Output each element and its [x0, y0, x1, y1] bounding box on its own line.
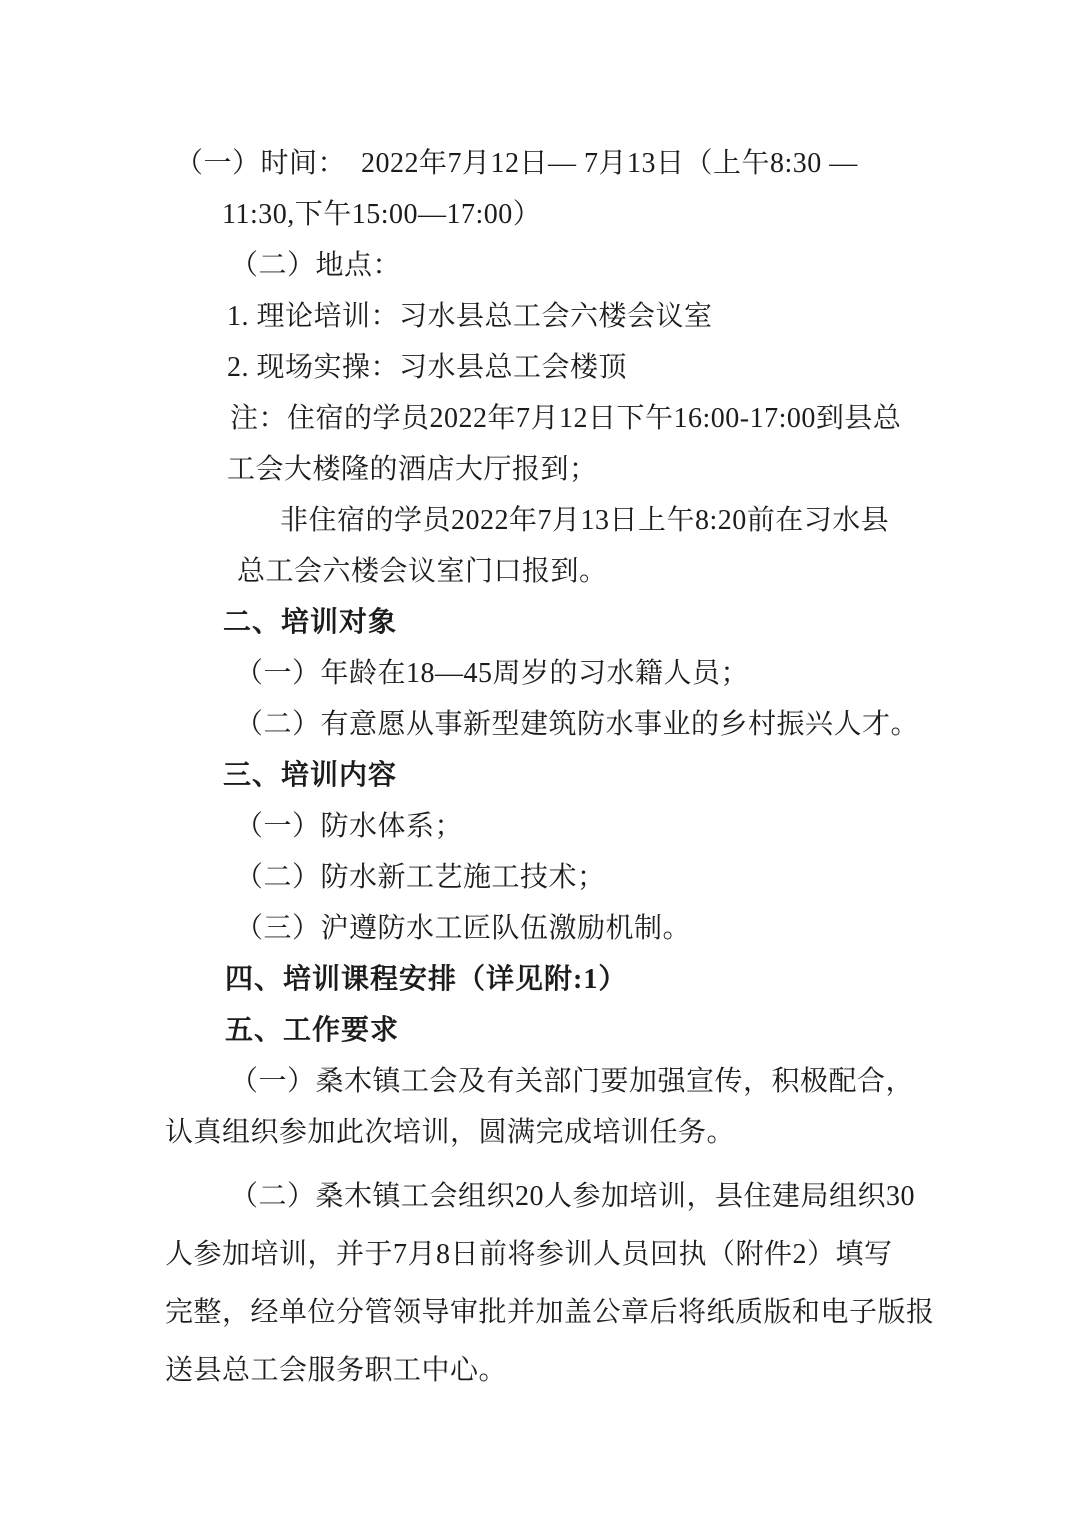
- para-requirement-2-cont2: 完整，经单位分管领导审批并加盖公章后将纸质版和电子版报: [165, 1297, 935, 1328]
- para-location: （二）地点：: [230, 250, 402, 281]
- para-requirement-1-cont: 认真组织参加此次培训，圆满完成培训任务。: [165, 1117, 736, 1148]
- item-waterproof-system: （一）防水体系；: [235, 811, 464, 842]
- para-requirement-2: （二）桑木镇工会组织20人参加培训，县住建局组织30: [230, 1181, 916, 1212]
- note-nonlodging-continuation: 总工会六楼会议室门口报到。: [237, 556, 608, 587]
- item-new-technique: （二）防水新工艺施工技术；: [235, 862, 606, 893]
- list-item-practice-venue: 2. 现场实操：习水县总工会楼顶: [227, 352, 628, 383]
- item-age-requirement: （一）年龄在18—45周岁的习水籍人员；: [235, 658, 750, 689]
- para-requirement-2-cont3: 送县总工会服务职工中心。: [165, 1355, 508, 1386]
- heading-training-content: 三、培训内容: [223, 760, 398, 791]
- para-time-continuation: 11:30,下午15:00—17:00）: [222, 199, 542, 230]
- note-nonlodging-checkin: 非住宿的学员2022年7月13日上午8:20前在习水县: [280, 505, 890, 536]
- item-incentive-mechanism: （三）沪遵防水工匠队伍激励机制。: [235, 913, 692, 944]
- heading-training-target: 二、培训对象: [223, 607, 398, 638]
- heading-work-requirements: 五、工作要求: [225, 1015, 400, 1046]
- para-requirement-1: （一）桑木镇工会及有关部门要加强宣传，积极配合，: [230, 1066, 915, 1097]
- heading-course-schedule: 四、培训课程安排（详见附:1）: [225, 964, 628, 995]
- para-requirement-2-cont1: 人参加培训，并于7月8日前将参训人员回执（附件2）填写: [165, 1239, 893, 1270]
- document-body: [165, 138, 935, 1400]
- note-lodging-checkin: 注：住宿的学员2022年7月12日下午16:00-17:00到县总: [230, 403, 902, 434]
- item-willing-talent: （二）有意愿从事新型建筑防水事业的乡村振兴人才。: [235, 709, 920, 740]
- list-item-theory-venue: 1. 理论培训：习水县总工会六楼会议室: [227, 301, 713, 332]
- para-time: （一）时间： 2022年7月12日— 7月13日（上午8:30 —: [175, 148, 858, 179]
- note-lodging-continuation: 工会大楼隆的酒店大厅报到；: [227, 454, 598, 485]
